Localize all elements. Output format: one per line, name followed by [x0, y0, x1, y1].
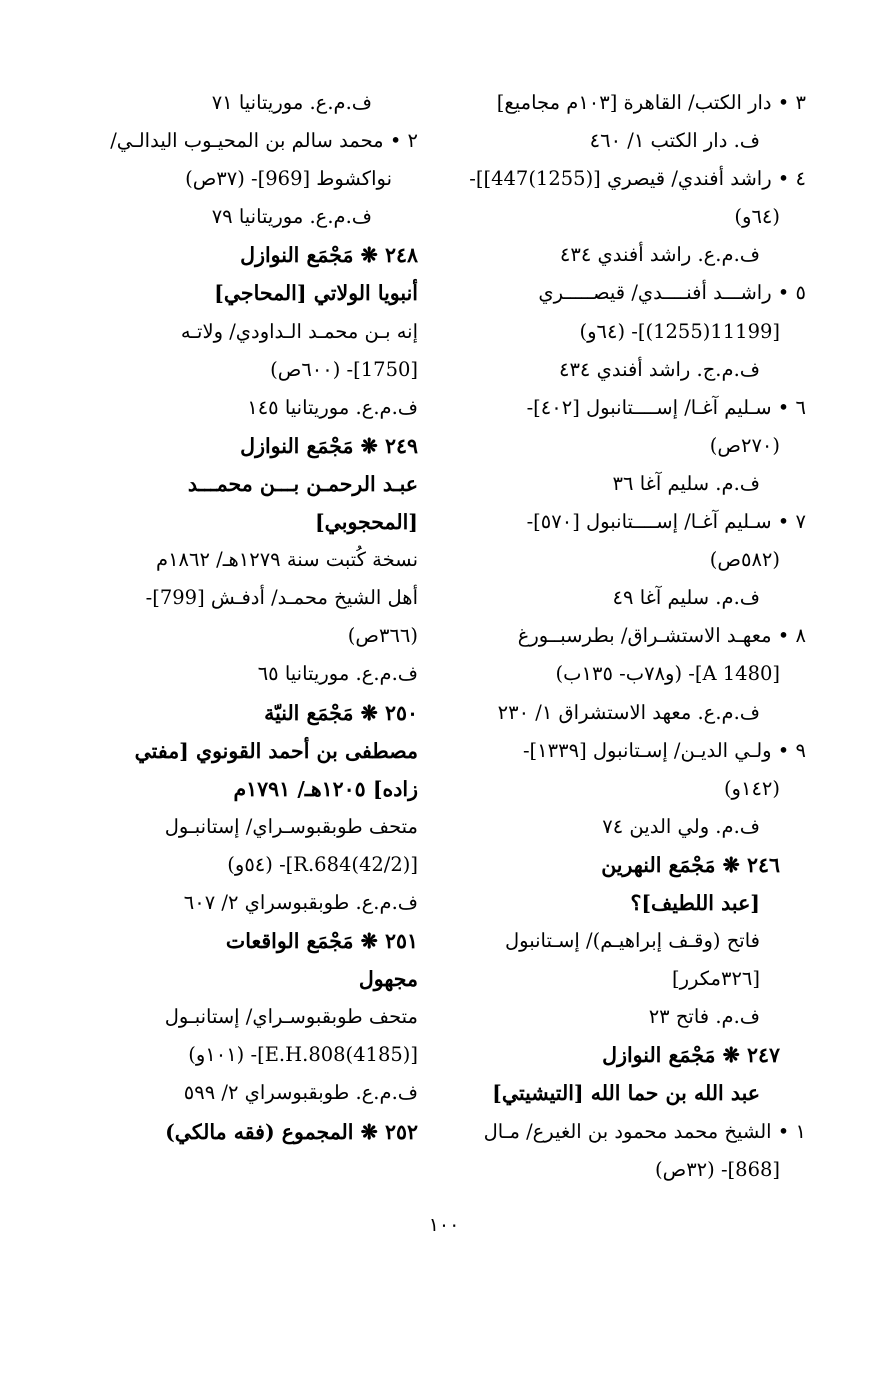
text-line: ٣ • دار الكتب/ القاهرة [١٠٣م مجاميع]	[496, 91, 806, 114]
text-line: (١٤٢و)	[723, 776, 780, 800]
text-line: ف.م.ج. راشد أفندي ٤٣٤	[558, 357, 760, 381]
entry-heading: ٢٥٠ ❋ مَجْمَع النيّة	[264, 700, 418, 725]
text-line: ف.م. سليم آغا ٤٩	[612, 586, 760, 610]
text-line: ف.م.ع. موريتانيا ٧٩	[211, 205, 372, 229]
text-line: ف.م.ع. طوبقبوسراي ٢/ ٦٠٧	[183, 890, 418, 914]
text-line: متحف طوبقبوسـراي/ إستانبـول	[164, 814, 418, 838]
text-line: متحف طوبقبوسـراي/ إستانبـول	[164, 1005, 418, 1029]
entry-heading: عبـد الرحمـن بـــن محمـــد	[187, 471, 418, 496]
text-line: ف.م.ع. موريتانيا ٦٥	[257, 662, 418, 686]
entry-heading: زاده] ١٢٠٥هـ/ ١٧٩١م	[233, 776, 418, 801]
text-line: [R.684(42/2)]- (٥٤و)	[227, 852, 418, 876]
text-line: ف.م.ع. موريتانيا ٧١	[211, 91, 372, 114]
entry-heading: عبد الله بن حما الله [التيشيتي]	[492, 1081, 760, 1106]
text-line: ف.م.ع. طوبقبوسراي ٢/ ٥٩٩	[183, 1081, 418, 1105]
text-line: ٥ • راشـــد أفنــــدي/ قيصـــــري	[538, 281, 806, 305]
text-line: [E.H.808(4185)]- (١٠١و)	[188, 1043, 418, 1067]
text-line: ١ • الشيخ محمد محمود بن الغيرع/ مـال	[483, 1119, 806, 1143]
text-line: ف.م. فاتح ٢٣	[648, 1005, 760, 1029]
text-line: أهل الشيخ محمـد/ أدفـش [799]-	[145, 586, 418, 610]
text-line: (٥٨٢ص)	[709, 548, 780, 572]
entry-heading: أنبويا الولاتي [المحاجي]	[214, 281, 418, 306]
text-line: ف.م.ع. معهد الاستشراق ١/ ٢٣٠	[497, 700, 760, 724]
left-column	[72, 84, 418, 1151]
right-column	[458, 84, 806, 1189]
text-line: (٦٤و)	[734, 205, 780, 229]
text-line: ٨ • معهـد الاستشـراق/ بطرسبــورغ	[517, 624, 806, 648]
text-line: [٣٢٦مكرر]	[671, 967, 760, 991]
text-line: إنه بـن محمـد الـداودي/ ولاتـه	[180, 319, 418, 343]
text-line: ف.م. ولي الدين ٧٤	[602, 814, 760, 838]
text-line: ٤ • راشد أفندي/ قيصري [(1255)447]]-	[469, 167, 806, 191]
entry-heading: ٢٥٢ ❋ المجموع (فقه مالكي)	[165, 1119, 418, 1144]
text-line: ف.م.ع. راشد أفندي ٤٣٤	[559, 243, 760, 267]
entry-heading: ٢٤٩ ❋ مَجْمَع النوازل	[240, 433, 418, 458]
entry-heading: [المحجوبي]	[314, 510, 418, 535]
text-line: [A 1480]- (و٧٨ب- ١٣٥ب)	[555, 662, 780, 686]
entry-heading: ٢٤٨ ❋ مَجْمَع النوازل	[240, 243, 418, 268]
text-line: [11199(1255)]- (٦٤و)	[579, 319, 780, 343]
text-line: (٣٦٦ص)	[347, 624, 418, 648]
text-line: [1750]- (٦٠٠ص)	[270, 357, 418, 381]
text-line: ٧ • سـليم آغـا/ إســــتانبول [٥٧٠]-	[526, 510, 806, 534]
entry-heading: [عبد اللطيف]؟	[630, 890, 760, 915]
text-line: فاتح (وقـف إبراهيـم)/ إسـتانبول	[504, 929, 760, 953]
text-line: ٦ • سـليم آغـا/ إســــتانبول [٤٠٢]-	[526, 395, 806, 419]
text-line: ف.م. سليم آغا ٣٦	[612, 471, 760, 495]
text-line: نواكشوط [969]- (٣٧ص)	[185, 167, 392, 191]
page-number: ١٠٠	[428, 1214, 460, 1236]
text-line: ٢ • محمد سالم بن المحيـوب اليدالـي/	[110, 129, 418, 153]
text-line: [868]- (٣٢ص)	[655, 1157, 780, 1181]
entry-heading: ٢٤٧ ❋ مَجْمَع النوازل	[602, 1043, 780, 1068]
text-line: نسخة كُتبت سنة ١٢٧٩هـ/ ١٨٦٢م	[156, 548, 418, 572]
entry-heading: مجهول	[358, 967, 418, 992]
entry-heading: ٢٥١ ❋ مَجْمَع الواقعات	[225, 929, 418, 954]
text-line: (٢٧٠ص)	[709, 433, 780, 457]
entry-heading: ٢٤٦ ❋ مَجْمَع النهرين	[601, 852, 780, 877]
text-line: ف.م.ع. موريتانيا ١٤٥	[247, 395, 418, 419]
text-line: ف. دار الكتب ١/ ٤٦٠	[589, 129, 760, 153]
entry-heading: مصطفى بن أحمد القونوي [مفتي	[134, 738, 418, 763]
text-line: ٩ • ولـي الديـن/ إسـتانبول [١٣٣٩]-	[522, 738, 806, 762]
